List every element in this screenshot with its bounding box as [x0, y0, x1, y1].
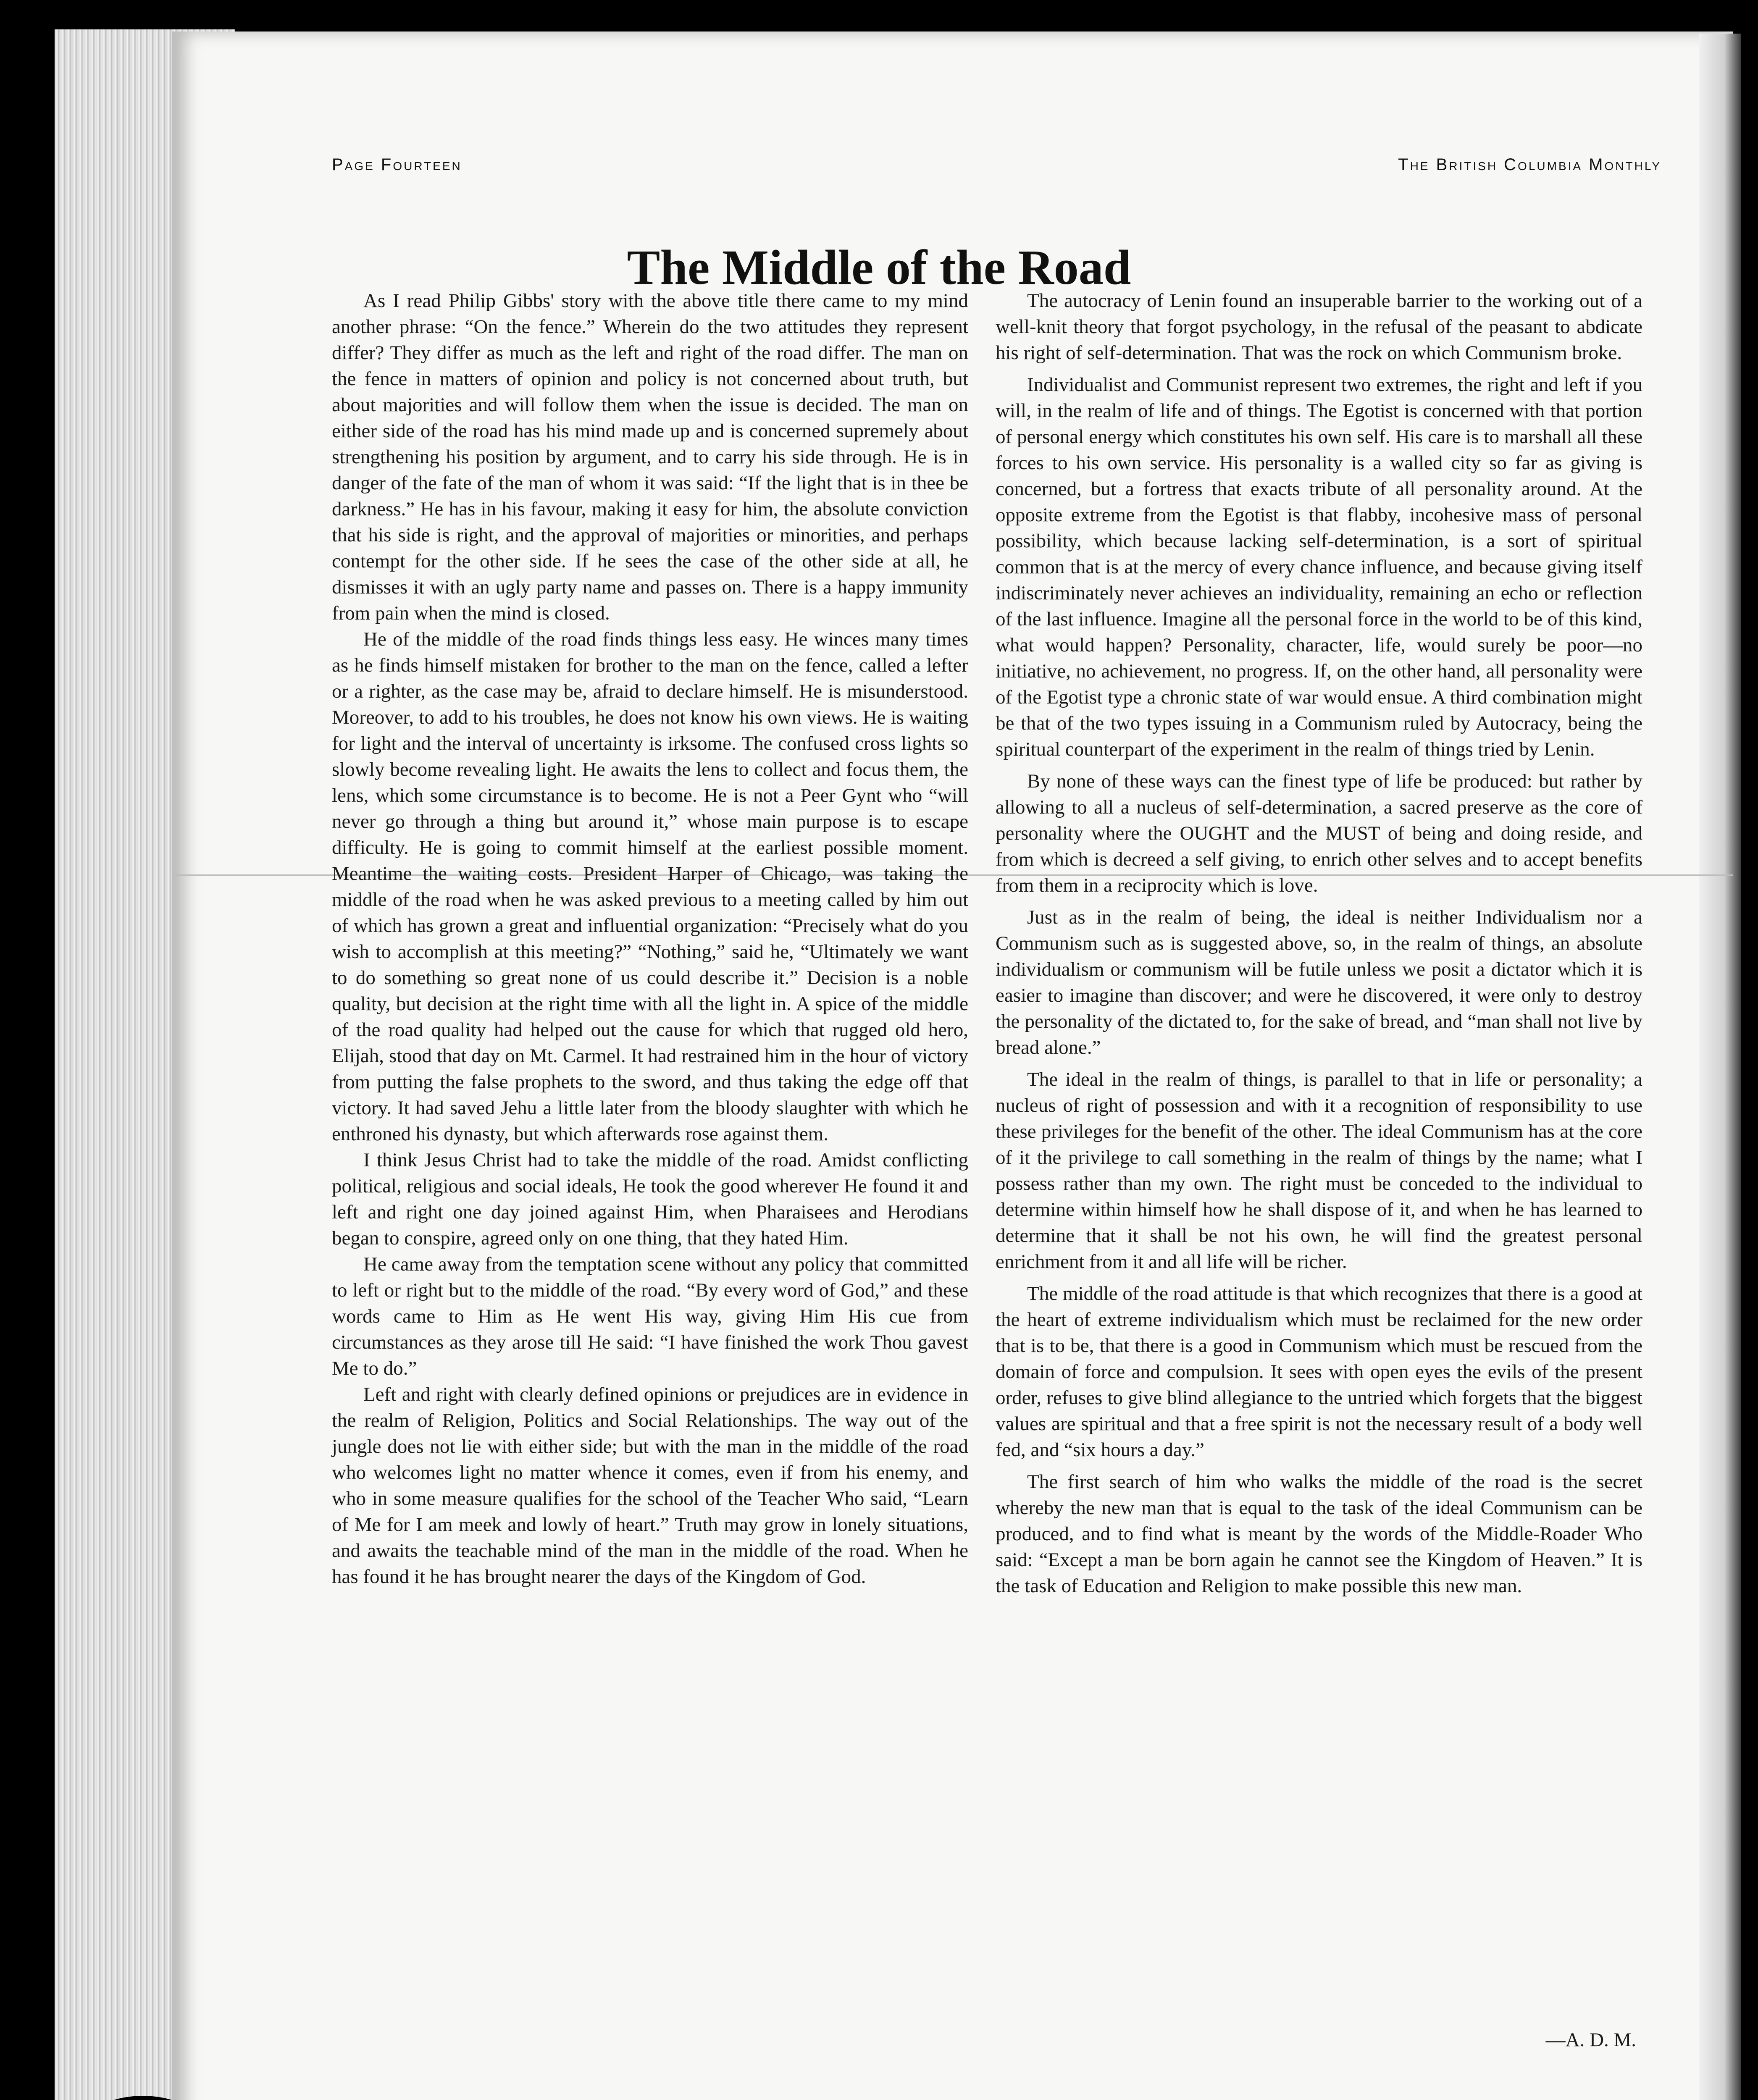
article-title: The Middle of the Road	[627, 240, 1131, 295]
paragraph: The middle of the road attitude is that which recognizes that there is a good at the heart of extreme individualism which must be reclaimed for the new order that is to be, that there is a good in Communism which must be rescued from the domain of force and compulsion. It sees with open eyes the evils of the present order, refuses to give blind allegiance to the untried which forgets that the biggest values are spiritual and that a free spirit is not the necessary result of a body well fed, and “six hours a day.”	[996, 1283, 1642, 1461]
publication-name-header: The British Columbia Monthly	[1398, 155, 1661, 174]
paragraph: He came away from the temptation scene without any policy that committed to left or right but to the middle of the road. “By every word of God,” and these words came to Him as He went His way, giving Him His cue from circumstances as they arose till He said: “I have finished the work Thou gavest Me to do.”	[332, 1253, 968, 1379]
paragraph: I think Jesus Christ had to take the middle of the road. Amidst conflicting political, religious and social ideals, He took the good wherever He found it and left and right one day joined against Him, when Pharaisees and Herodians began to conspire, agreed only on one thing, that they hated Him.	[332, 1149, 968, 1249]
paragraph: Left and right with clearly defined opinions or prejudices are in evidence in the realm of Religion, Politics and Social Relationships. The way out of the jungle does not lie with either side; but with the man in the middle of the road who welcomes light no matter whence it comes, even if from his enemy, and who in some measure qualifies for the school of the Teacher Who said, “Learn of Me for I am meek and lowly of heart.” Truth may grow in lonely situations, and awaits the teachable mind of the man in the middle of the road. When he has found it he has brought nearer the days of the Kingdom of God.	[332, 1383, 968, 1588]
paragraph: By none of these ways can the finest type of life be produced: but rather by allowing to all a nucleus of self-determination, a sacred preserve as the core of personality where the OUGHT and the MUST of being and doing reside, and from which is decreed a self giving, to enrich other selves and to accept benefits from them in a reciprocity which is love.	[996, 770, 1642, 896]
paragraph: The first search of him who walks the middle of the road is the secret whereby the new man that is equal to the task of the ideal Communism can be produced, and to find what is meant by the words of the Middle-Roader Who said: “Except a man be born again he cannot see the Kingdom of Heaven.” It is the task of Education and Religion to make possible this new man.	[996, 1471, 1642, 1597]
right-column	[996, 288, 1642, 1605]
paragraph: Individualist and Communist represent two extremes, the right and left if you will, in the realm of life and of things. The Egotist is concerned with that portion of personal energy which constitutes his own self. His care is to marshall all these forces to his own service. His personality is a walled city so far as giving is concerned, but a fortress that exacts tribute of all personality around. At the opposite extreme from the Egotist is that flabby, incohesive mass of personal possibility, which because lacking self-determination, is a sort of spiritual common that is at the mercy of every chance influence, and because giving itself indiscriminately never achieves an individuality, remaining an echo or reflection of the last influence. Imagine all the personal force in the world to be of this kind, what would happen? Personality, character, life, would surely be poor—no initiative, no achievement, no progress. If, on the other hand, all personality were of the Egotist type a chronic state of war would ensue. A third combination might be that of the two types issuing in a Communism ruled by Autocracy, being the spiritual counterpart of the experiment in the realm of things tried by Lenin.	[996, 374, 1642, 760]
paragraph: The autocracy of Lenin found an insuperable barrier to the working out of a well-knit theory that forgot psychology, in the refusal of the peasant to abdicate his right of self-determination. That was the rock on which Communism broke.	[996, 290, 1642, 364]
paragraph: As I read Philip Gibbs' story with the above title there came to my mind another phrase: “On the fence.” Wherein do the two attitudes they represent differ? They differ as much as the left and right of the road differ. The man on the fence in matters of opinion and policy is not concerned about truth, but about majorities and will follow them when the issue is decided. The man on either side of the road has his mind made up and is concerned supremely about strengthening his position by argument, and to carry his side through. He is in danger of the fate of the man of whom it was said: “If the light that is in thee be darkness.” He has in his favour, making it easy for him, the absolute conviction that his side is right, and the approval of majorities or minorities, and perhaps contempt for the other side. If he sees the case of the other side at all, he dismisses it with an ugly party name and passes on. There is a happy immunity from pain when the mind is closed.	[332, 290, 968, 624]
page-number-header: Page Fourteen	[332, 155, 462, 174]
left-column	[332, 288, 968, 1590]
paragraph: The ideal in the realm of things, is parallel to that in life or personality; a nucleus of right of possession and with it a recognition of responsibility to use these privileges for the benefit of the other. The ideal Communism has at the core of it the privilege to call something in the realm of things by the name; what I possess rather than my own. The right must be conceded to the individual to determine within himself how he shall dispose of it, and when he has learned to determine that it shall be not his own, he will find the greatest personal enrichment from it and all life will be richer.	[996, 1068, 1642, 1273]
right-page-curl	[1699, 34, 1741, 2100]
author-signature: —A. D. M.	[1545, 2029, 1636, 2051]
paragraph: Just as in the realm of being, the ideal is neither Individualism nor a Communism such as is suggested above, so, in the realm of things, an absolute individualism or communism will be futile unless we posit a dictator which it is easier to imagine than discover; and were he discovered, it were only to destroy the personality of the dictated to, for the sake of bread, and “man shall not live by bread alone.”	[996, 906, 1642, 1058]
paragraph: He of the middle of the road finds things less easy. He winces many times as he finds himself mistaken for brother to the man on the fence, called a lefter or a righter, as the case may be, afraid to declare himself. He is misunderstood. Moreover, to add to his troubles, he does not know his own views. He is waiting for light and the interval of uncertainty is irksome. The confused cross lights so slowly become revealing light. He awaits the lens to collect and focus them, the lens, which some circumstance is to become. He is not a Peer Gynt who “will never go through a thing but around it,” whose main purpose is to escape difficulty. He is going to commit himself at the earliest possible moment. Meantime the waiting costs. President Harper of Chicago, was taking the middle of the road when he was asked previous to a meeting called by him out of which has grown a great and influential organization: “Precisely what do you wish to accomplish at this meeting?” “Nothing,” said he, “Ultimately we want to do something so great none of us could describe it.” Decision is a noble quality, but decision at the right time with all the light in. A spice of the middle of the road quality had helped out the cause for which that rugged old hero, Elijah, stood that day on Mt. Carmel. It had restrained him in the hour of victory from putting the false prophets to the sword, and thus taking the edge off that victory. It had saved Jehu a little later from the bloody slaughter with which he enthroned his dynasty, but which afterwards rose against them.	[332, 628, 968, 1145]
